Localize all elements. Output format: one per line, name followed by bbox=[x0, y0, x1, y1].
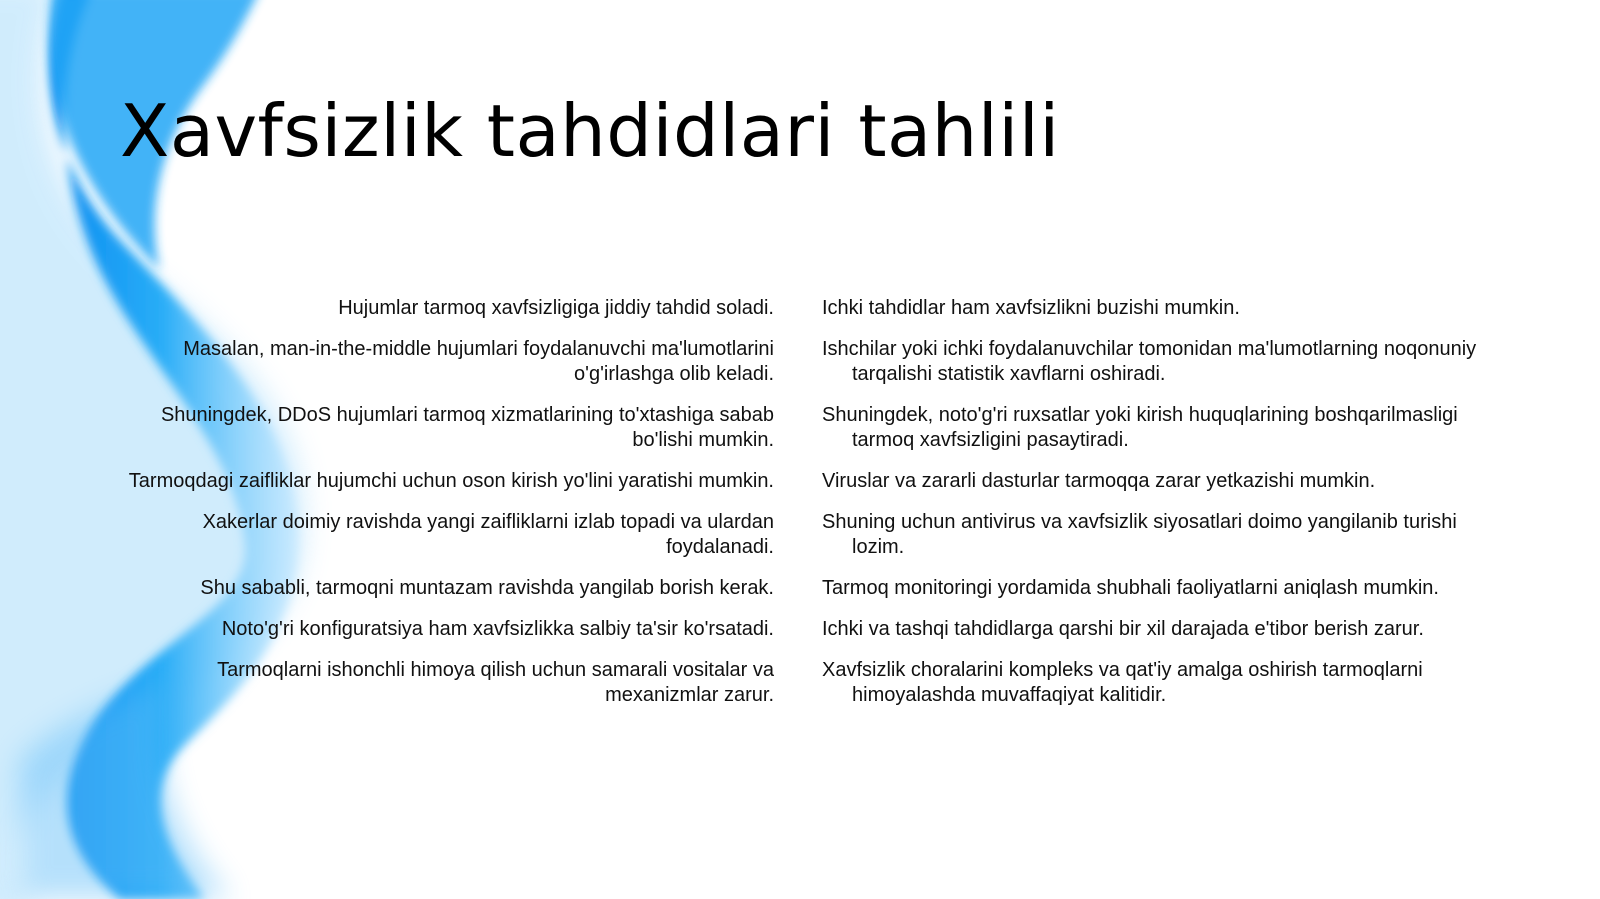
left-text-column bbox=[118, 296, 774, 724]
right-paragraph: Ichki va tashqi tahdidlarga qarshi bir xil darajada e'tibor berish zarur. bbox=[822, 618, 1424, 640]
right-paragraph: Xavfsizlik choralarini kompleks va qat'iy amalga oshirish tarmoqlarni himoyalashda muvaffaqiyat kalitidir. bbox=[822, 659, 1423, 706]
right-paragraph: Ichki tahdidlar ham xavfsizlikni buzishi mumkin. bbox=[822, 297, 1240, 319]
left-paragraph: Tarmoqdagi zaifliklar hujumchi uchun oson kirish yo'lini yaratishi mumkin. bbox=[128, 470, 774, 492]
left-paragraph: Noto'g'ri konfiguratsiya ham xavfsizlikka salbiy ta'sir ko'rsatadi. bbox=[221, 618, 774, 640]
right-paragraph: Tarmoq monitoringi yordamida shubhali faoliyatlarni aniqlash mumkin. bbox=[822, 577, 1439, 599]
right-paragraph: Viruslar va zararli dasturlar tarmoqqa zarar yetkazishi mumkin. bbox=[822, 470, 1376, 492]
left-paragraph: Hujumlar tarmoq xavfsizligiga jiddiy tahdid soladi. bbox=[338, 297, 774, 319]
left-paragraph: Masalan, man-in-the-middle hujumlari foydalanuvchi ma'lumotlarini o'g'irlashga olib keladi. bbox=[183, 338, 774, 385]
left-paragraph: Shu sababli, tarmoqni muntazam ravishda yangilab borish kerak. bbox=[200, 577, 774, 599]
left-paragraph: Tarmoqlarni ishonchli himoya qilish uchun samarali vositalar va mexanizmlar zarur. bbox=[217, 659, 774, 706]
left-paragraph: Xakerlar doimiy ravishda yangi zaifliklarni izlab topadi va ulardan foydalanadi. bbox=[202, 511, 774, 558]
slide-title: Xavfsizlik tahdidlari tahlili bbox=[120, 89, 1060, 173]
left-paragraph: Shuningdek, DDoS hujumlari tarmoq xizmatlarining to'xtashiga sabab bo'lishi mumkin. bbox=[160, 404, 774, 451]
right-paragraph: Ishchilar yoki ichki foydalanuvchilar tomonidan ma'lumotlarning noqonuniy tarqalishi statistik xavflarni oshiradi. bbox=[822, 338, 1477, 385]
right-paragraph: Shuningdek, noto'g'ri ruxsatlar yoki kirish huquqlarining boshqarilmasligi tarmoq xavfsizligini pasaytiradi. bbox=[822, 404, 1458, 451]
right-paragraph: Shuning uchun antivirus va xavfsizlik siyosatlari doimo yangilanib turishi lozim. bbox=[822, 511, 1457, 558]
right-text-column bbox=[822, 296, 1482, 724]
